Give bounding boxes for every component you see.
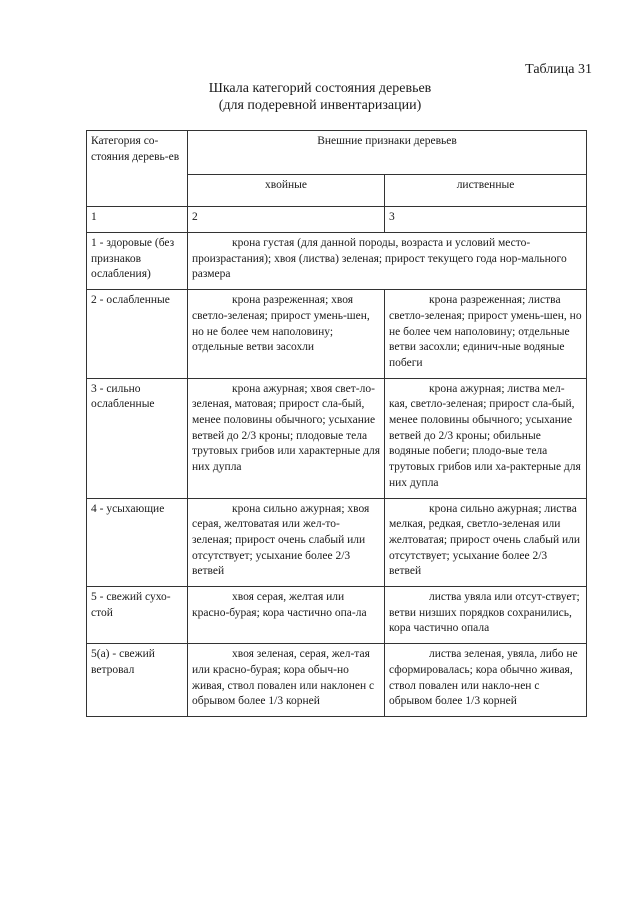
category-cell: 4 - усыхающие	[87, 498, 188, 587]
conifer-cell: крона ажурная; хвоя свет-ло-зеленая, матовая; прирост сла-бый, менее половины обычного; усыхание ветвей до 2/3 кроны; плодовые тела трутовых грибов или характерные для них дупла	[188, 378, 385, 498]
conifer-cell: хвоя серая, желтая или красно-бурая; кора частично опа-ла	[188, 587, 385, 644]
category-cell: 1 - здоровые (без признаков ослабления)	[87, 233, 188, 290]
category-column-header: Категория со-стояния деревь-ев	[87, 131, 188, 207]
deciduous-header: лиственные	[385, 175, 587, 207]
table-row	[87, 290, 587, 379]
deciduous-cell: листва увяла или отсут-ствует; ветви низших порядков сохранились, кора частично опала	[385, 587, 587, 644]
table-row	[87, 644, 587, 717]
external-signs-header: Внешние признаки деревьев	[188, 131, 587, 175]
column-number-2: 2	[188, 207, 385, 233]
table-number: Таблица 31	[525, 62, 592, 77]
title-line-1: Шкала категорий состояния деревьев	[208, 81, 432, 96]
column-number-3: 3	[385, 207, 587, 233]
conifer-cell: хвоя зеленая, серая, жел-тая или красно-бурая; кора обыч-но живая, ствол повален или наклонен с обрывом более 1/3 корней	[188, 644, 385, 717]
category-cell: 5 - свежий сухо-стой	[87, 587, 188, 644]
title-line-2: (для подеревной инвентаризации)	[218, 98, 422, 113]
deciduous-cell: крона ажурная; листва мел-кая, светло-зеленая; прирост сла-бый, менее половины обычного; усыхание ветвей до 2/3 кроны; обильные водяные побеги; плодо-вые тела трутовых грибов или ха-рактерные для них дупла	[385, 378, 587, 498]
deciduous-cell: крона разреженная; листва светло-зеленая; прирост умень-шен, но не более чем наполовину; отдельные ветви засохли; единич-ные водяные побеги	[385, 290, 587, 379]
column-number-row	[87, 207, 587, 233]
conifer-header: хвойные	[188, 175, 385, 207]
table-row	[87, 233, 587, 290]
table-title	[0, 80, 640, 114]
merged-signs-cell: крона густая (для данной породы, возраста и условий место-произрастания); хвоя (листва) зеленая; прирост текущего года нор-мального размера	[188, 233, 587, 290]
tree-condition-table	[86, 130, 587, 717]
table-row	[87, 498, 587, 587]
deciduous-cell: листва зеленая, увяла, либо не сформировалась; кора обычно живая, ствол повален или накло-нен с обрывом более 1/3 корней	[385, 644, 587, 717]
table-row	[87, 378, 587, 498]
table-row	[87, 587, 587, 644]
category-cell: 5(а) - свежий ветровал	[87, 644, 188, 717]
category-cell: 2 - ослабленные	[87, 290, 188, 379]
conifer-cell: крона разреженная; хвоя светло-зеленая; прирост умень-шен, но не более чем наполовину; отдельные ветви засохли	[188, 290, 385, 379]
header-row	[87, 131, 587, 175]
conifer-cell: крона сильно ажурная; хвоя серая, желтоватая или жел-то-зеленая; прирост очень слабый или отсутствует; усыхание более 2/3 ветвей	[188, 498, 385, 587]
deciduous-cell: крона сильно ажурная; листва мелкая, редкая, светло-зеленая или желтоватая; прирост очень слабый или отсутствует; усыхание более 2/3 ветвей	[385, 498, 587, 587]
column-number-1: 1	[87, 207, 188, 233]
category-cell: 3 - сильно ослабленные	[87, 378, 188, 498]
